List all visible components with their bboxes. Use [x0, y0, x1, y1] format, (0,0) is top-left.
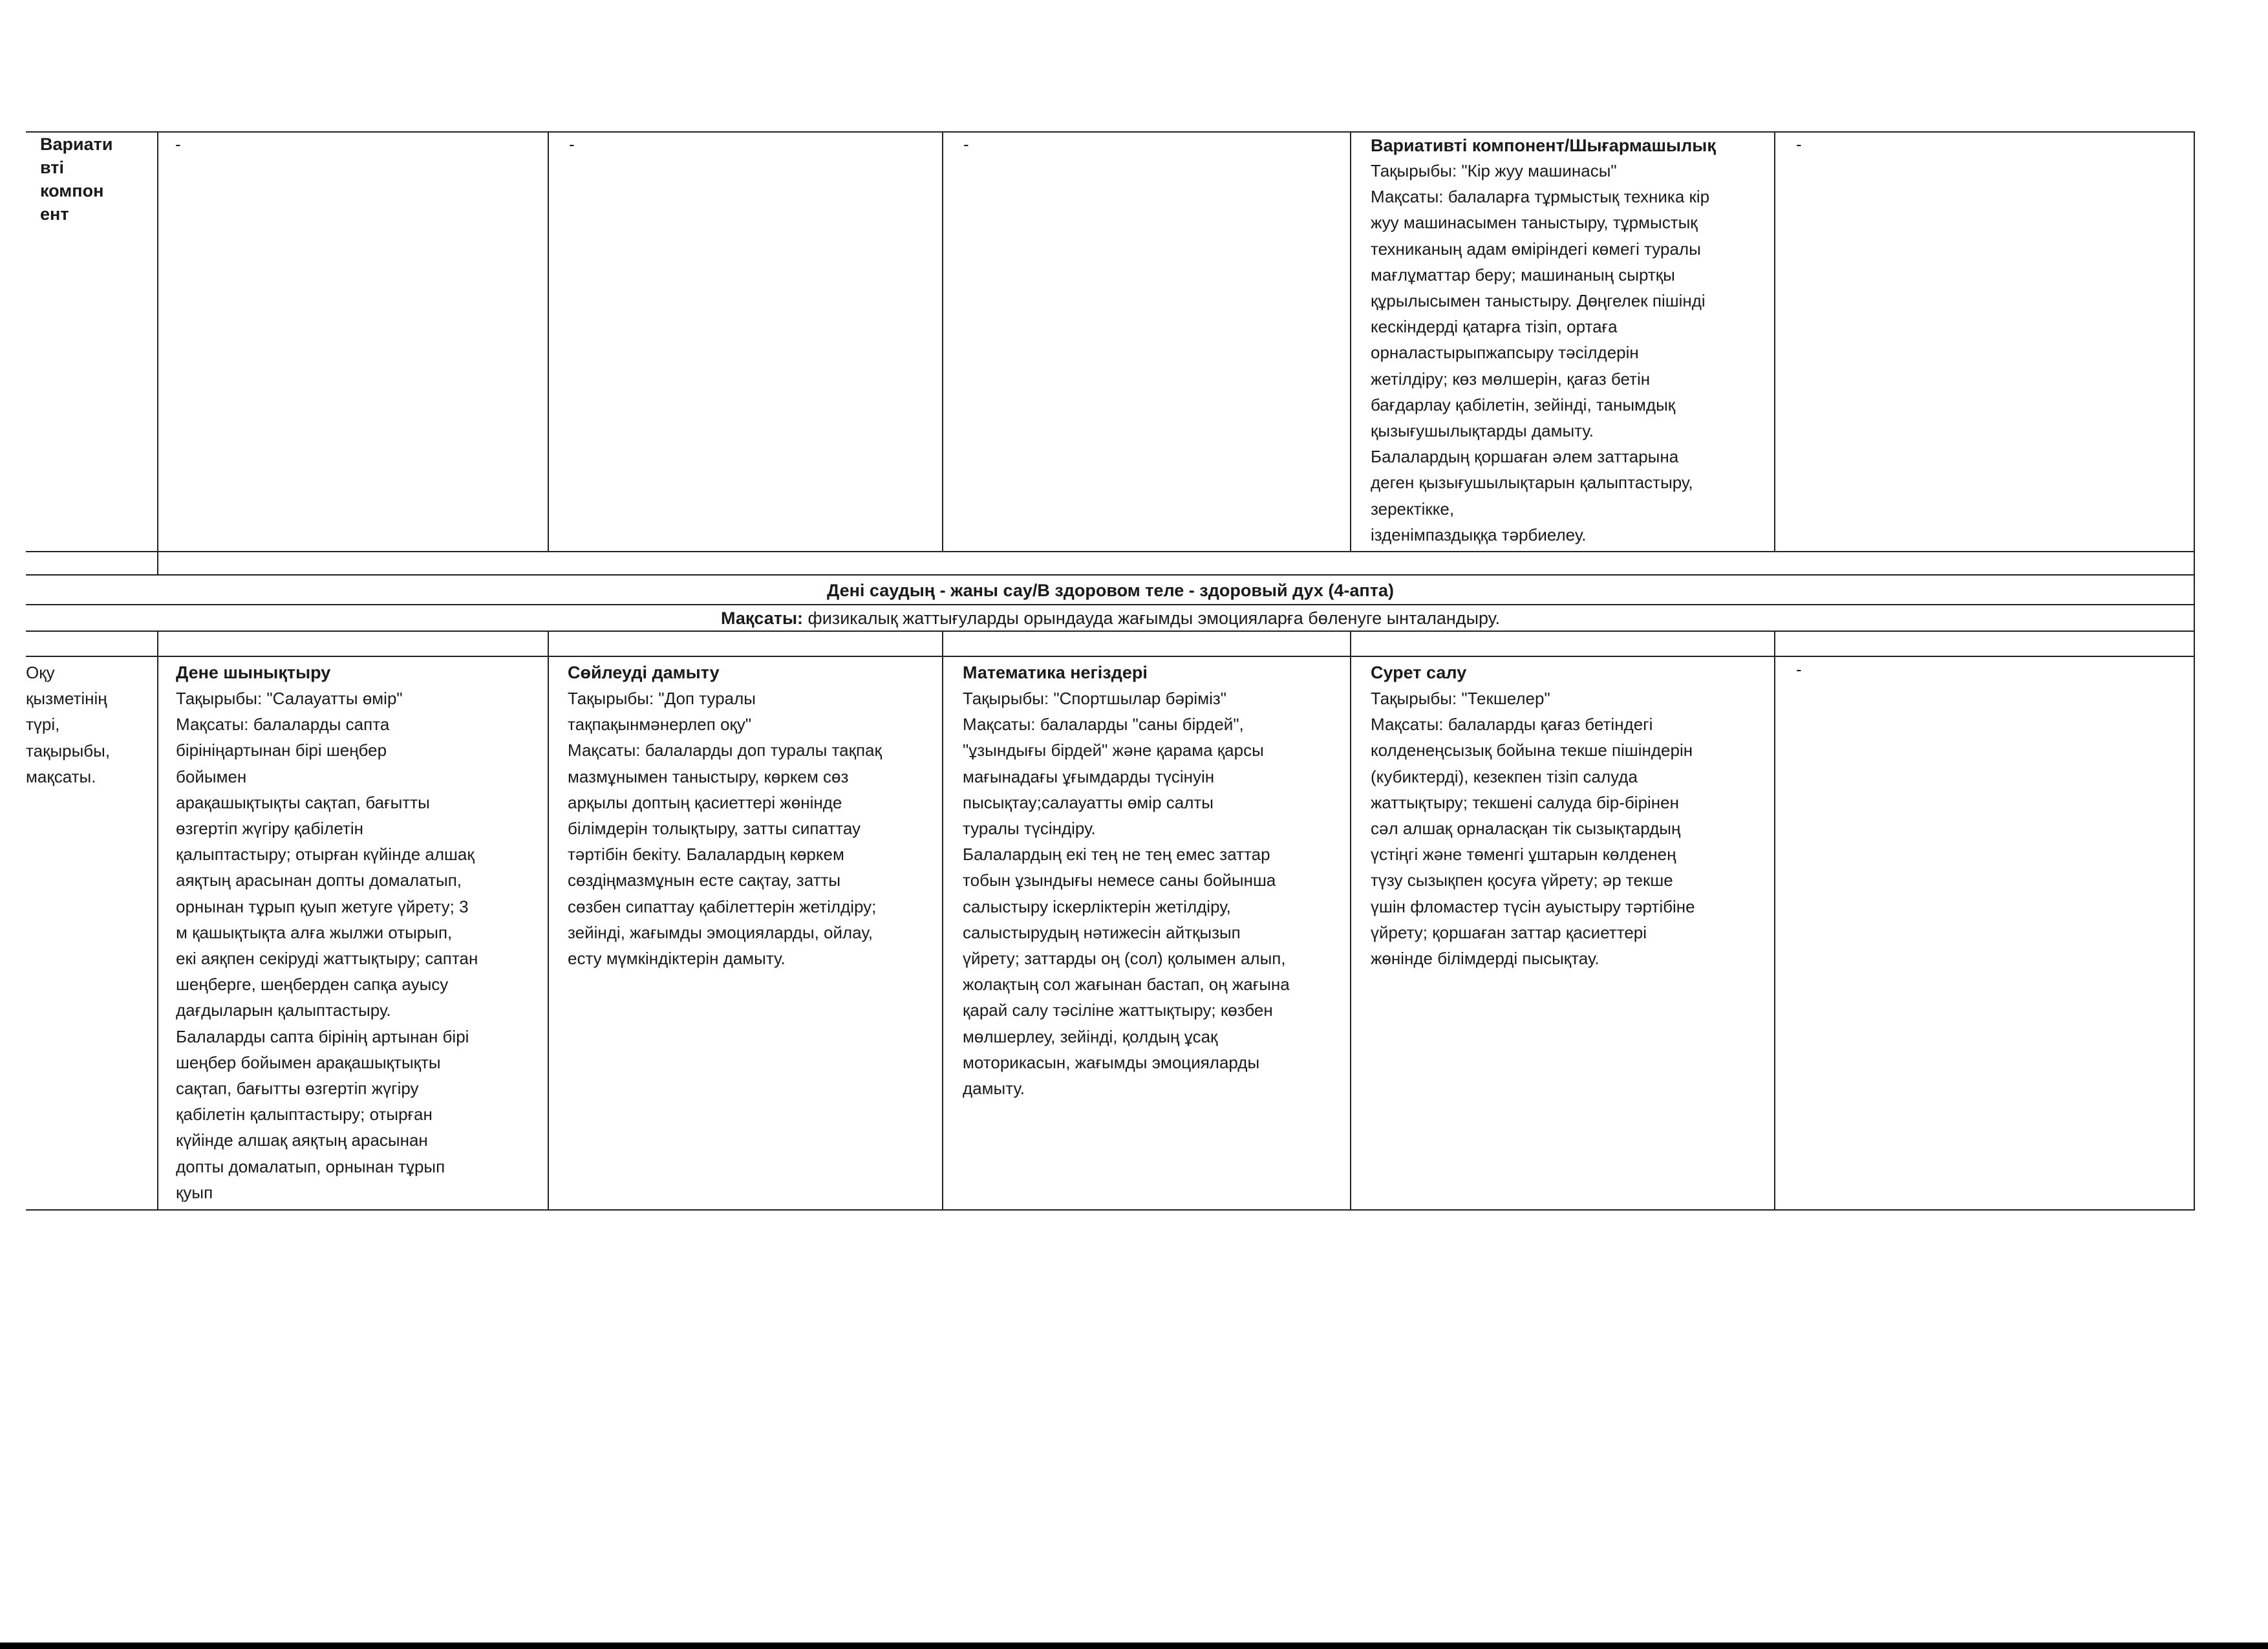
grid-line	[26, 1209, 2195, 1211]
week-title: Дені саудың - жаны сау/В здоровом теле - здоровый дух (4-апта)	[827, 581, 1394, 600]
grid-line	[26, 551, 2195, 552]
grid-line	[942, 131, 943, 552]
grid-line	[26, 604, 2195, 605]
grid-line	[2194, 131, 2195, 1211]
week-goal-label: Мақсаты:	[721, 609, 803, 628]
grid-line	[157, 131, 158, 574]
variative-col1-dash: -	[175, 135, 181, 154]
grid-line	[942, 630, 943, 1211]
activity-col3-heading: Математика негіздері	[963, 663, 1148, 682]
activity-col1-heading: Дене шынықтыру	[176, 663, 331, 682]
scan-edge-bar	[0, 1643, 2268, 1649]
activity-col2-body: Тақырыбы: "Доп туралы тақпақынмәнерлеп оқу" Мақсаты: балаларды доп туралы тақпақ мазмұнымен таныстыру, көркем сөз арқылы доптың қасиеттері жөнінде білімдерін толықтыру, затты сипаттау тәртібін бекіту. Балалардың көркем сөздіңмазмұнын есте сақтау, затты сөзбен сипаттау қабілеттерін жетілдіру; зейінді, жағымды эмоцияларды, ойлау, есту мүмкіндіктерін дамыту.	[568, 689, 882, 969]
variative-col2-dash: -	[569, 135, 575, 154]
variative-col4-body: Тақырыбы: "Кір жуу машинасы" Мақсаты: балаларға тұрмыстық техника кір жуу машинасымен таныстыру, тұрмыстық техниканың адам өміріндегі көмегі туралы мағлұматтар беру; машинаның сыртқы құрылысымен таныстыру. Дөңгелек пішінді кескіндерді қатарға тізіп, ортаға орналастырыпжапсыру тәсілдерін жетілдіру; көз мөлшерін, қағаз бетін бағдарлау қабілетін, зейінді, танымдық қызығушылықтарды дамыту. Балалардың қоршаған әлем заттарына деген қызығушылықтарын қалыптастыру, зеректікке, ізденімпаздыққа тәрбиелеу.	[1371, 161, 1710, 544]
grid-line	[1774, 630, 1775, 1211]
grid-line	[1774, 131, 1775, 552]
variative-row-label: Вариати вті компон ент	[40, 135, 113, 224]
grid-line	[1350, 630, 1351, 1211]
activity-col4-body: Тақырыбы: "Текшелер" Мақсаты: балаларды қағаз бетіндегі колденеңсызық бойына текше пішіндерін (кубиктерді), кезекпен тізіп салуда жаттықтыру; текшені салуда бір-бірінен сәл алшақ орналасқан тік сызықтардың үстіңгі және төменгі ұштарын көлденең түзу сызықпен қосуға үйрету; әр текше үшін фломастер түсін ауыстыру тәртібіне үйрету; қоршаған заттар қасиеттері жөнінде білімдерді пысықтау.	[1371, 689, 1695, 969]
activity-col4-heading: Сурет салу	[1371, 663, 1467, 682]
grid-line	[548, 630, 549, 1211]
variative-col3-dash: -	[963, 135, 969, 154]
grid-line	[26, 630, 2195, 632]
activity-col3-body: Тақырыбы: "Спортшылар бәріміз" Мақсаты: балаларды "саны бірдей", "ұзындығы бірдей" және қарама қарсы мағынадағы ұғымдарды түсінуін пысықтау;салауатты өмір салты туралы түсіндіру. Балалардың екі тең не тең емес заттар тобын ұзындығы немесе саны бойынша салыстыру іскерліктерін жетілдіру, салыстырудың нәтижесін айтқызып үйрету; заттарды оң (сол) қолымен алып, жолақтың сол жағынан бастап, оң жағына қарай салу тәсіліне жаттықтыру; көзбен мөлшерлеу, зейінді, қолдың ұсақ моторикасын, жағымды эмоцияларды дамыту.	[963, 689, 1290, 1099]
grid-line	[26, 656, 2195, 657]
activity-col1-body: Тақырыбы: "Салауатты өмір" Мақсаты: балаларды сапта бірініңартынан бірі шеңбер бойымен арақашықтықты сақтап, бағытты өзгертіп жүгіру қабілетін қалыптастыру; отырған күйінде алшақ аяқтың арасынан допты домалатып, орнынан тұрып қуып жетуге үйрету; 3 м қашықтықта алға жылжи отырып, екі аяқпен секіруді жаттықтыру; саптан шеңберге, шеңберден сапқа ауысу дағдыларын қалыптастыру. Балаларды сапта бірінің артынан бірі шеңбер бойымен арақашықтықты сақтап, бағытты өзгертіп жүгіру қабілетін қалыптастыру; отырған күйінде алшақ аяқтың арасынан допты домалатып, орнынан тұрып қуып	[176, 689, 478, 1202]
week-goal	[26, 608, 2195, 629]
grid-line	[548, 131, 549, 552]
grid-line	[157, 630, 158, 1211]
activity-col2-heading: Сөйлеуді дамыту	[568, 663, 720, 682]
activity-col5-dash: -	[1796, 660, 1802, 679]
variative-col5-dash: -	[1796, 135, 1802, 154]
activity-row-label: Оқу қызметінің түрі, тақырыбы, мақсаты.	[26, 663, 111, 786]
grid-line	[26, 131, 2195, 133]
grid-line	[26, 574, 2195, 576]
week-goal-text: физикалық жаттығуларды орындауда жағымды эмоцияларға бөленуге ынталандыру.	[808, 609, 1500, 628]
grid-line	[1350, 131, 1351, 552]
variative-col4-heading: Вариативті компонент/Шығармашылық	[1371, 136, 1716, 155]
